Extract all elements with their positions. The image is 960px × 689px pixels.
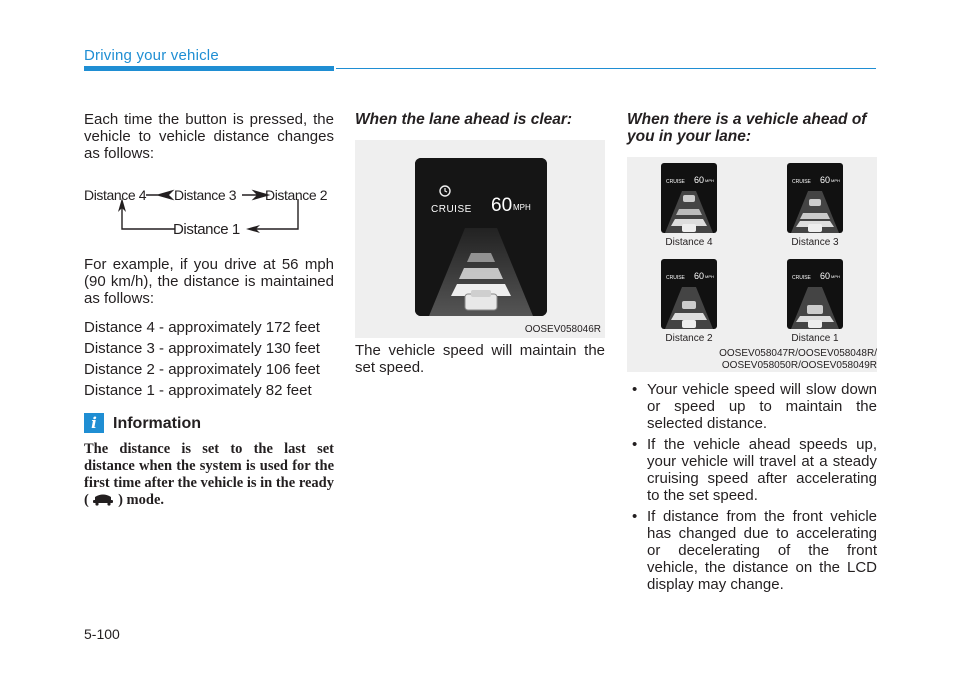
panel-label: Distance 3 [791, 237, 839, 248]
column-left [84, 111, 334, 509]
information-heading [84, 413, 334, 433]
cluster-display-small [661, 259, 717, 329]
vehicle-ahead-figure [627, 157, 877, 372]
cruise-label: CRUISE [666, 275, 685, 281]
speed-unit: MPH [831, 274, 840, 279]
speed-unit: MPH [831, 178, 840, 183]
cluster-display-graphic [415, 158, 547, 316]
distance-cycle-diagram [84, 174, 334, 244]
diagram-label-distance-2: Distance 2 [265, 187, 328, 203]
set-speed-value: 60 [694, 175, 705, 185]
list-item: • Your vehicle speed will slow down or speed up to maintain the selected distance. [627, 381, 877, 432]
cruise-label: CRUISE [792, 275, 811, 281]
cruise-label: CRUISE [431, 204, 472, 215]
panel-label: Distance 4 [665, 237, 713, 248]
information-text-start: The distance is set to the last set distance when the system is used for the first time after the vehicle is in the ready ( [84, 441, 334, 508]
cluster-graphic [661, 163, 717, 233]
page-number: 5-100 [84, 626, 120, 642]
diagram-label-distance-4: Distance 4 [84, 187, 147, 203]
intro-paragraph: Each time the button is pressed, the vehicle to vehicle distance changes as follows: [84, 111, 334, 162]
information-text-end: ) mode. [118, 492, 165, 508]
list-item: Distance 4 - approximately 172 feet [84, 319, 320, 336]
distance-1-panel [753, 253, 877, 347]
information-title: Information [113, 414, 201, 432]
diagram-label-distance-3: Distance 3 [174, 187, 237, 203]
cruise-label: CRUISE [792, 179, 811, 185]
set-speed-value: 60 [820, 271, 831, 281]
lane-clear-body: The vehicle speed will maintain the set speed. [355, 342, 605, 376]
figure-code-line-1: OOSEV058047R/OOSEV058048R/ [719, 348, 877, 359]
set-speed-value: 60 [491, 195, 513, 216]
cruise-label: CRUISE [666, 179, 685, 185]
panel-label: Distance 2 [665, 333, 713, 344]
cluster-display [415, 158, 547, 316]
section-title: Driving your vehicle [84, 47, 219, 64]
cluster-graphic [661, 259, 717, 329]
list-item: Distance 2 - approximately 106 feet [84, 361, 320, 378]
list-item: • If distance from the front vehicle has changed due to accelerating or decelerating of the front vehicle, the distance on the LCD display may change. [627, 508, 877, 593]
figure-code [627, 348, 877, 372]
distance-4-panel [627, 157, 751, 251]
lane-clear-heading: When the lane ahead is clear: [355, 111, 573, 128]
lane-clear-figure [355, 140, 605, 338]
vehicle-ahead-heading: When there is a vehicle ahead of you in your lane: [627, 111, 867, 145]
ready-indicator-icon [92, 493, 114, 506]
distance-3-panel [753, 157, 877, 251]
bullet-list [627, 381, 877, 593]
header-rule-thin [336, 68, 876, 69]
cluster-graphic [787, 259, 843, 329]
info-icon: i [84, 413, 104, 433]
speed-unit: MPH [513, 203, 531, 212]
distance-2-panel [627, 253, 751, 347]
cluster-graphic [787, 163, 843, 233]
diagram-label-distance-1: Distance 1 [173, 221, 240, 238]
list-item: Distance 1 - approximately 82 feet [84, 382, 312, 399]
list-item: Distance 3 - approximately 130 feet [84, 340, 320, 357]
set-speed-value: 60 [694, 271, 705, 281]
set-speed-value: 60 [820, 175, 831, 185]
cluster-display-small [787, 163, 843, 233]
distance-list [84, 319, 334, 399]
vehicle-ahead-notes [627, 381, 877, 597]
header-rule-thick [84, 66, 334, 71]
speed-unit: MPH [705, 274, 714, 279]
figure-code: OOSEV058046R [524, 324, 601, 335]
panel-label: Distance 1 [791, 333, 839, 344]
list-item: • If the vehicle ahead speeds up, your vehicle will travel at a steady cruising speed after accelerating to the set speed. [627, 436, 877, 504]
example-paragraph: For example, if you drive at 56 mph (90 km/h), the distance is maintained as follows: [84, 256, 334, 307]
speed-unit: MPH [705, 178, 714, 183]
information-text [84, 441, 334, 509]
cluster-display-small [787, 259, 843, 329]
figure-code-line-2: OOSEV058050R/OOSEV058049R [721, 360, 877, 371]
cluster-display-small [661, 163, 717, 233]
